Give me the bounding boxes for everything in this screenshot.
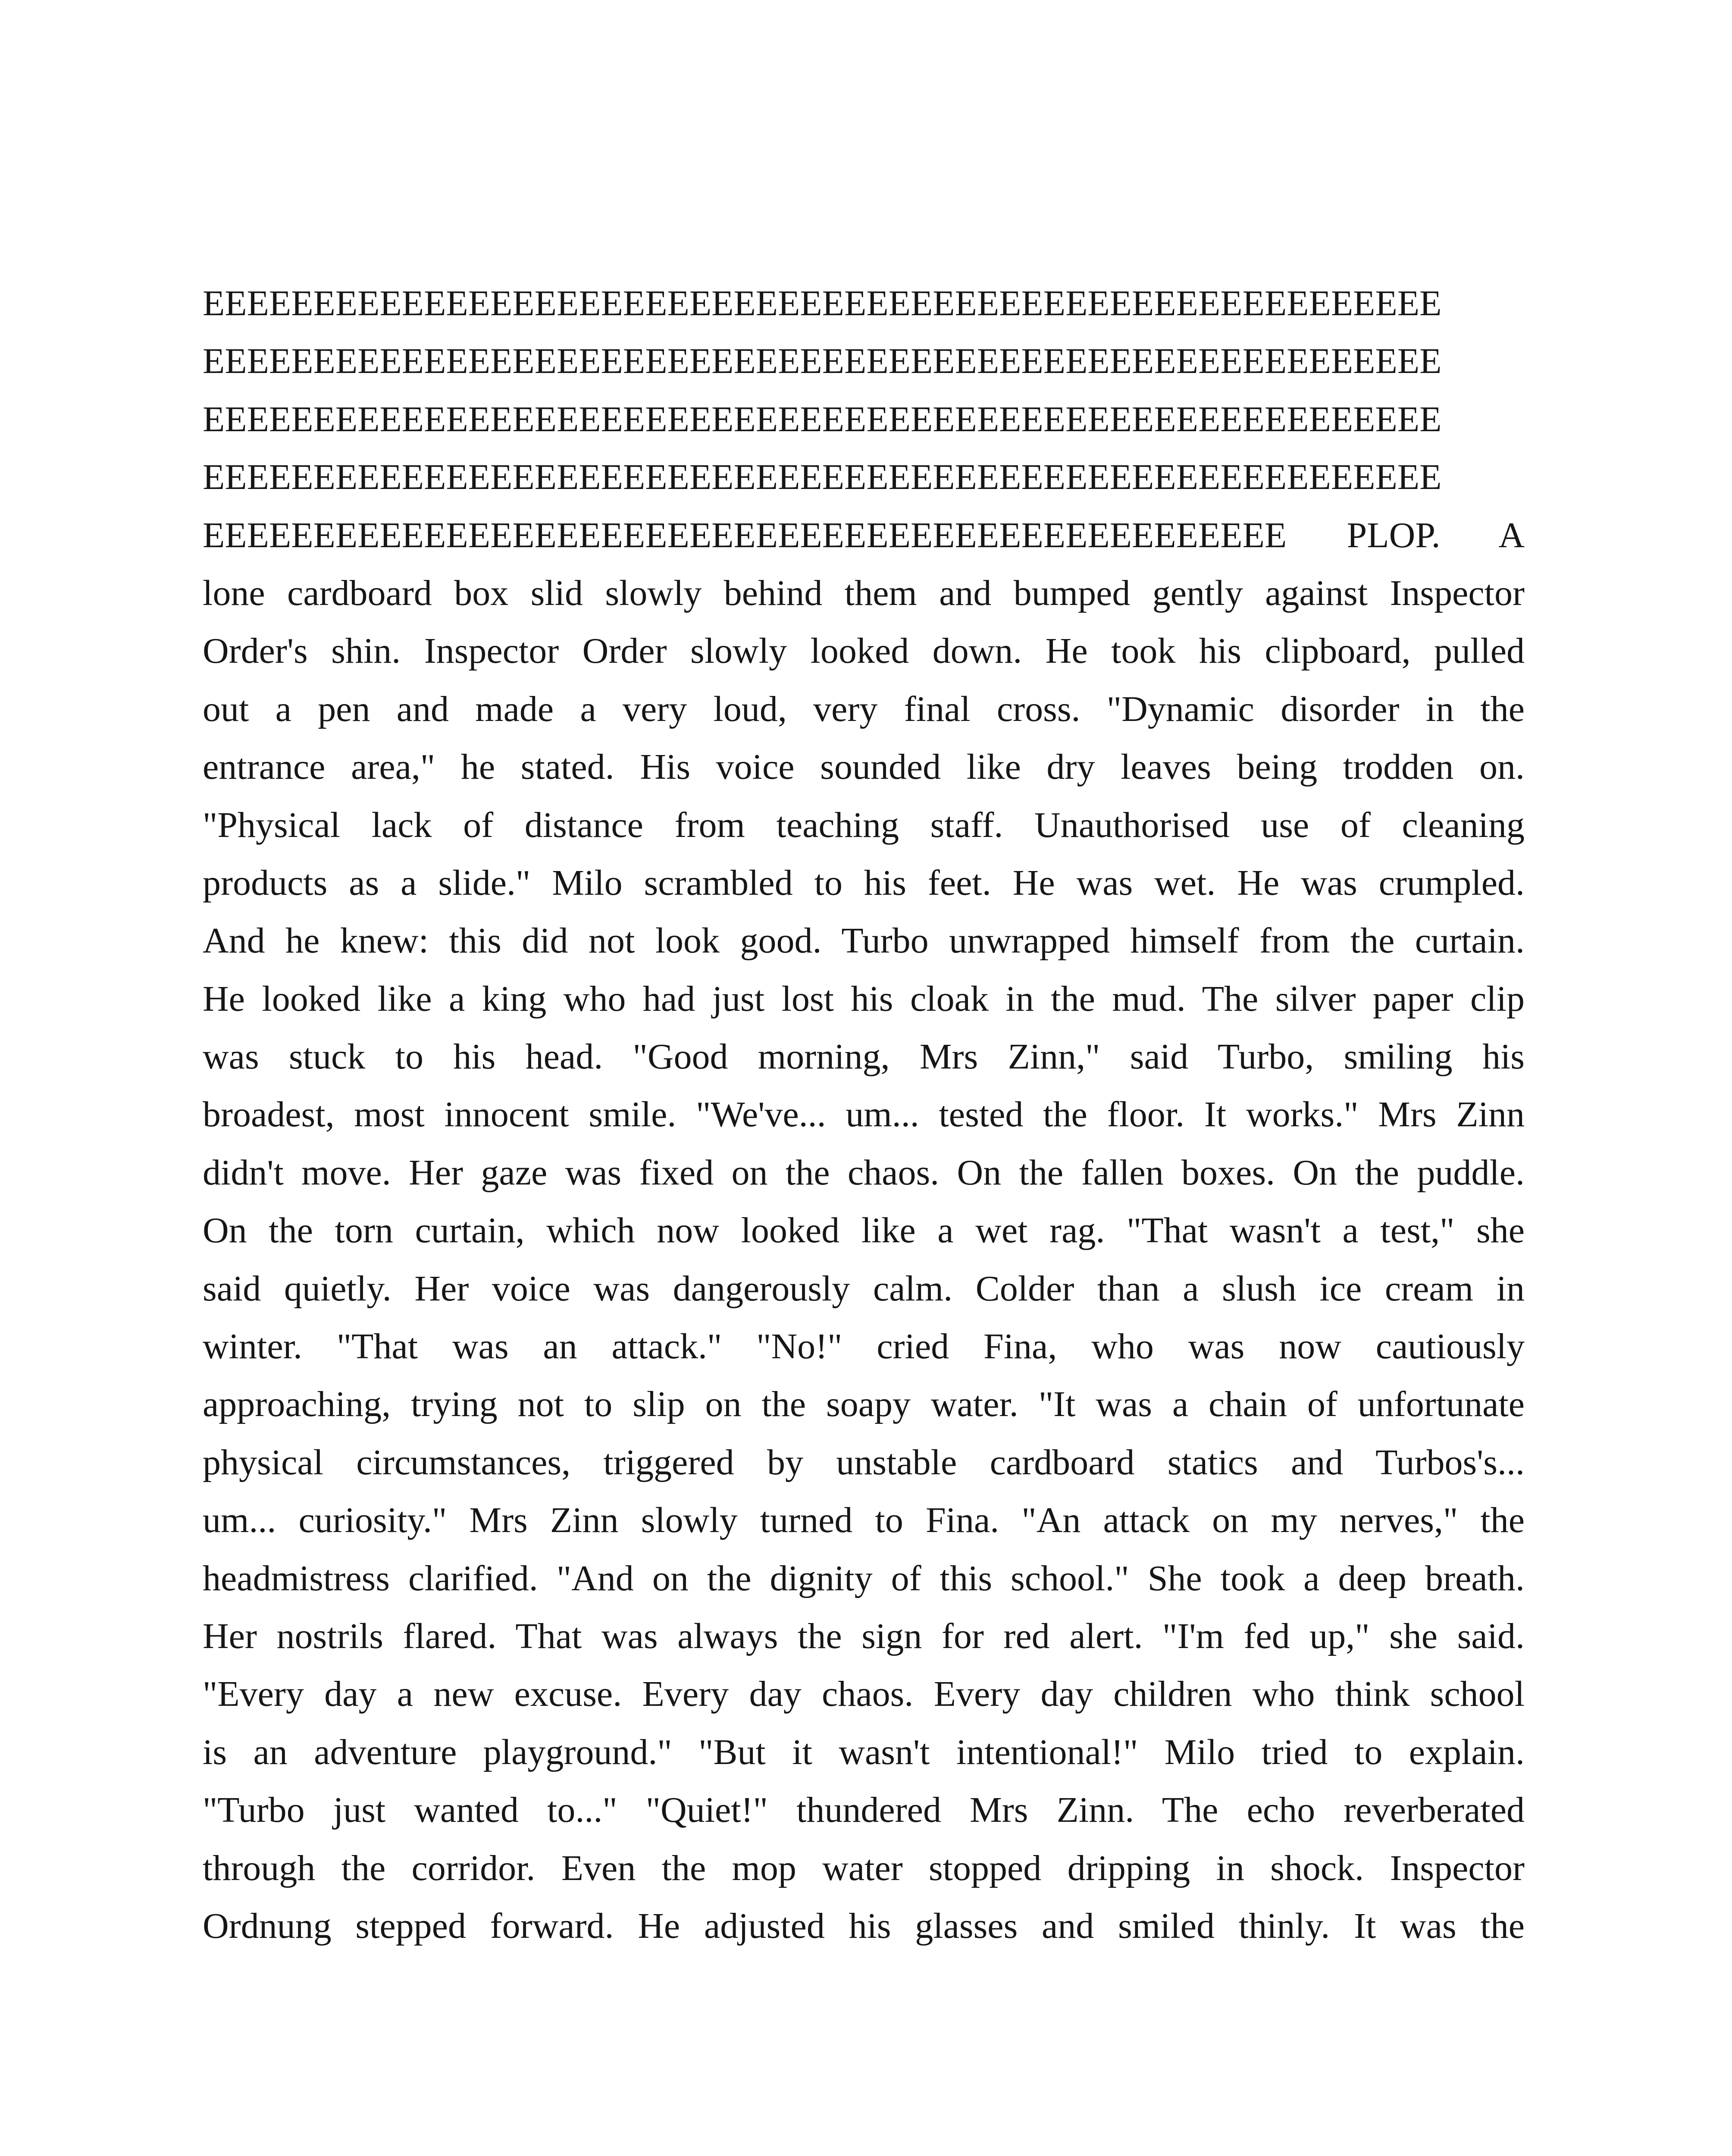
text-line: said quietly. Her voice was dangerously calm. Colder than a slush ice cream in (203, 1268, 1525, 1309)
text-line: is an adventure playground." "But it wasn't intentional!" Milo tried to explain. (203, 1732, 1525, 1772)
text-line: out a pen and made a very loud, very final cross. "Dynamic disorder in the (203, 689, 1525, 729)
text-line: EEEEEEEEEEEEEEEEEEEEEEEEEEEEEEEEEEEEEEEEEEEEEEEEE PLOP. A (203, 515, 1525, 555)
text-line: "Turbo just wanted to..." "Quiet!" thundered Mrs Zinn. The echo reverberated (203, 1790, 1525, 1830)
text-line: through the corridor. Even the mop water stopped dripping in shock. Inspector (203, 1848, 1525, 1888)
text-line: And he knew: this did not look good. Turbo unwrapped himself from the curtain. (203, 921, 1525, 961)
text-line: entrance area," he stated. His voice sounded like dry leaves being trodden on. (203, 747, 1525, 787)
text-line: Her nostrils flared. That was always the sign for red alert. "I'm fed up," she said. (203, 1616, 1525, 1656)
text-line: Ordnung stepped forward. He adjusted his glasses and smiled thinly. It was the (203, 1905, 1525, 1946)
text-line: Order's shin. Inspector Order slowly looked down. He took his clipboard, pulled (203, 631, 1525, 671)
text-line: He looked like a king who had just lost his cloak in the mud. The silver paper clip (203, 978, 1525, 1019)
text-line: um... curiosity." Mrs Zinn slowly turned to Fina. "An attack on my nerves," the (203, 1500, 1525, 1541)
body-text (203, 275, 1525, 1955)
text-line: broadest, most innocent smile. "We've... um... tested the floor. It works." Mrs Zinn (203, 1094, 1525, 1135)
text-line: EEEEEEEEEEEEEEEEEEEEEEEEEEEEEEEEEEEEEEEEEEEEEEEEEEEEEEEE (203, 399, 1442, 439)
text-line: headmistress clarified. "And on the dignity of this school." She took a deep breath. (203, 1558, 1525, 1598)
text-line: approaching, trying not to slip on the soapy water. "It was a chain of unfortunate (203, 1384, 1525, 1425)
text-line: "Physical lack of distance from teaching staff. Unauthorised use of cleaning (203, 805, 1525, 845)
text-line: EEEEEEEEEEEEEEEEEEEEEEEEEEEEEEEEEEEEEEEEEEEEEEEEEEEEEEEE (203, 341, 1442, 382)
text-line: didn't move. Her gaze was fixed on the chaos. On the fallen boxes. On the puddle. (203, 1152, 1525, 1193)
text-line: "Every day a new excuse. Every day chaos. Every day children who think school (203, 1674, 1525, 1714)
text-line: EEEEEEEEEEEEEEEEEEEEEEEEEEEEEEEEEEEEEEEEEEEEEEEEEEEEEEEE (203, 283, 1442, 323)
text-line: EEEEEEEEEEEEEEEEEEEEEEEEEEEEEEEEEEEEEEEEEEEEEEEEEEEEEEEE (203, 457, 1442, 498)
text-line: lone cardboard box slid slowly behind them and bumped gently against Inspector (203, 573, 1525, 613)
text-line: physical circumstances, triggered by unstable cardboard statics and Turbos's... (203, 1442, 1525, 1482)
text-line: winter. "That was an attack." "No!" cried Fina, who was now cautiously (203, 1326, 1525, 1367)
text-line: products as a slide." Milo scrambled to his feet. He was wet. He was crumpled. (203, 862, 1525, 903)
text-line: On the torn curtain, which now looked like a wet rag. "That wasn't a test," she (203, 1210, 1525, 1251)
text-line: was stuck to his head. "Good morning, Mrs Zinn," said Turbo, smiling his (203, 1037, 1525, 1077)
